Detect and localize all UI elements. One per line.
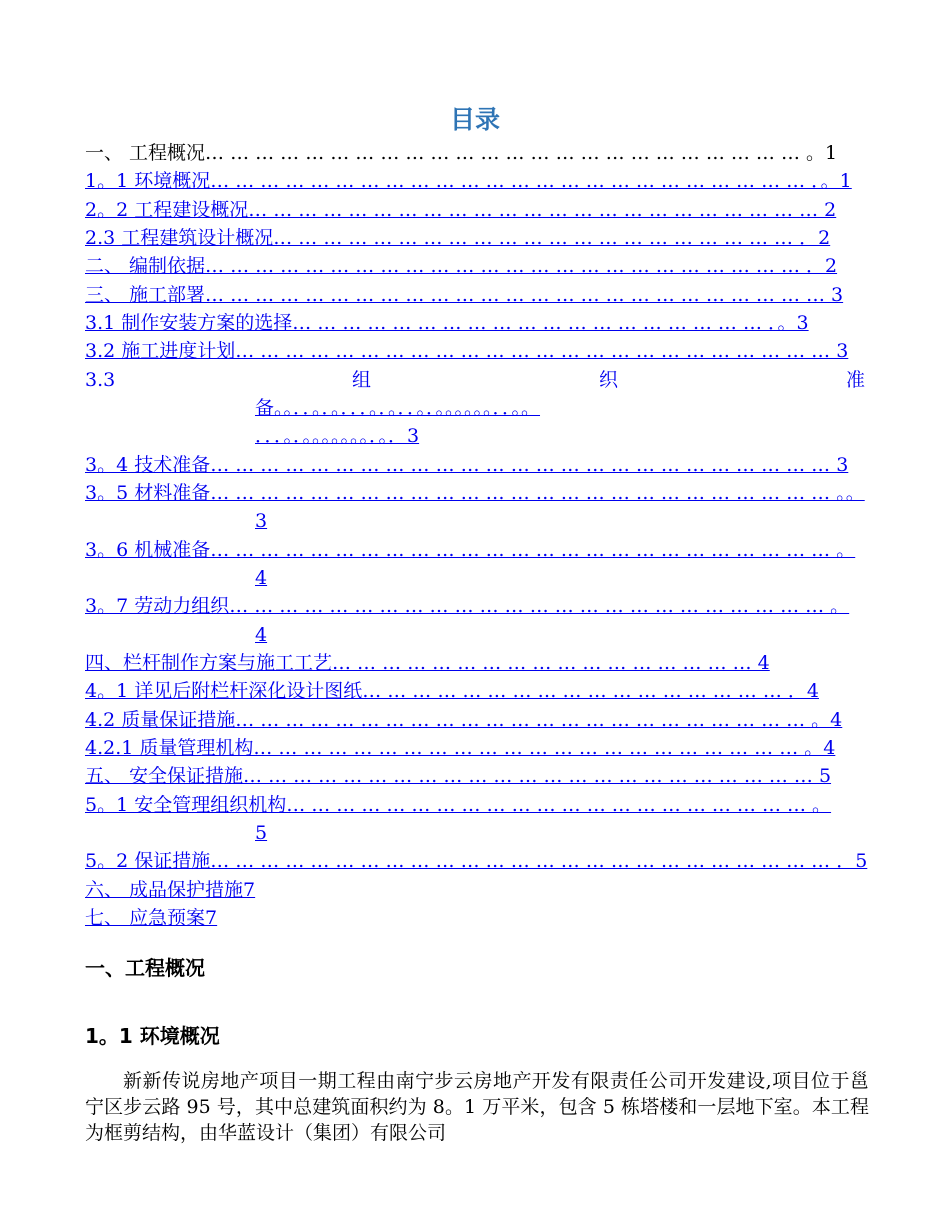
toc-entry-3-5[interactable]: 3。5 材料准备… … … … … … … … … … … … … … … … … … … … … … … … … 。。 (85, 482, 865, 504)
toc-entry-3-2[interactable]: 3.2 施工进度计划… … … … … … … … … … … … … … … … … … … … … … … … 3 (85, 340, 849, 362)
toc-entry-4-2-1[interactable]: 4.2.1 质量管理机构… … … … … … … … … … … … … … … … … … … … … … 。4 (85, 737, 836, 759)
toc-entry-3-5-page[interactable]: 3 (255, 510, 268, 532)
toc-entry-3[interactable]: 三、 施工部署… … … … … … … … … … … … … … … … … … … … … … … … … 3 (85, 284, 844, 306)
toc-title: 目录 (449, 105, 500, 134)
toc-entry-5-1-page[interactable]: 5 (255, 822, 268, 844)
toc-entry-3-6[interactable]: 3。6 机械准备… … … … … … … … … … … … … … … … … … … … … … … … … 。 (85, 539, 856, 561)
toc-entry-1[interactable]: 一、 工程概况… … … … … … … … … … … … … … … … … … … … … … … … 。1 (85, 142, 838, 164)
toc-entry-3-3-char3: 准 (846, 369, 866, 391)
toc-entry-3-7-page[interactable]: 4 (255, 624, 268, 646)
toc-entry-3-1[interactable]: 3.1 制作安装方案的选择… … … … … … … … … … … … … … … … … … … ．。3 (85, 312, 809, 334)
subsection-heading: 1。1 环境概况 (85, 1024, 220, 1048)
toc-entry-3-3-cont2[interactable]: ．．．。．。。。。。。。．。．3 (255, 425, 420, 447)
toc-entry-5-1[interactable]: 5。1 安全管理组织机构… … … … … … … … … … … … … … … … … … … … … 。 (85, 794, 832, 816)
toc-entry-3-4[interactable]: 3。4 技术准备… … … … … … … … … … … … … … … … … … … … … … … … … 3 (85, 454, 849, 476)
toc-entry-2-2[interactable]: 2。2 工程建设概况… … … … … … … … … … … … … … … … … … … … … … … 2 (85, 199, 837, 221)
toc-entry-4[interactable]: 四、栏杆制作方案与施工工艺… … … … … … … … … … … … … … … … … 4 (85, 652, 770, 674)
toc-entry-1-1[interactable]: 1。1 环境概况… … … … … … … … … … … … … … … … … … … … … … … … ．。1 (85, 170, 852, 192)
toc-entry-3-3-cont1[interactable]: 备。。．．。．。．．．。．。．．。．。。。。。。．．。。 (255, 397, 541, 419)
toc-entry-4-2[interactable]: 4.2 质量保证措施… … … … … … … … … … … … … … … … … … … … … … … 。4 (85, 709, 843, 731)
body-text (85, 1068, 869, 1146)
toc-entry-3-3-char1: 组 (352, 369, 372, 391)
toc-entry-4-1[interactable]: 4。1 详见后附栏杆深化设计图纸… … … … … … … … … … … … … … … … … ．4 (85, 680, 819, 702)
toc-entry-7[interactable]: 七、 应急预案7 (85, 907, 218, 929)
toc-entry-2-3[interactable]: 2.3 工程建筑设计概况… … … … … … … … … … … … … … … … … … … … … ．2 (85, 227, 831, 249)
toc-entry-5-2[interactable]: 5。2 保证措施… … … … … … … … … … … … … … … … … … … … … … … … … ．5 (85, 850, 868, 872)
toc-entry-5[interactable]: 五、 安全保证措施… … … … … … … … … … … … … … … … … … … … … … … 5 (85, 765, 832, 787)
toc-entry-3-3-char2: 织 (599, 369, 619, 391)
toc-entry-3-3-num: 3.3 (85, 369, 116, 391)
paragraph: 新新传说房地产项目一期工程由南宁步云房地产开发有限责任公司开发建设,项目位于邕宁区步云路 95 号，其中总建筑面积约为 8。1 万平米，包含 5 栋塔楼和一层地下室。本工程为框剪结构，由华蓝设计（集团）有限公司 (85, 1070, 869, 1144)
toc-entry-6[interactable]: 六、 成品保护措施7 (85, 879, 256, 901)
toc-entry-3-6-page[interactable]: 4 (255, 567, 268, 589)
section-heading: 一、工程概况 (85, 956, 205, 980)
toc-entry-2[interactable]: 二、 编制依据… … … … … … … … … … … … … … … … … … … … … … … … ．2 (85, 255, 838, 277)
toc-entry-3-7[interactable]: 3。7 劳动力组织… … … … … … … … … … … … … … … … … … … … … … … … 。 (85, 595, 850, 617)
